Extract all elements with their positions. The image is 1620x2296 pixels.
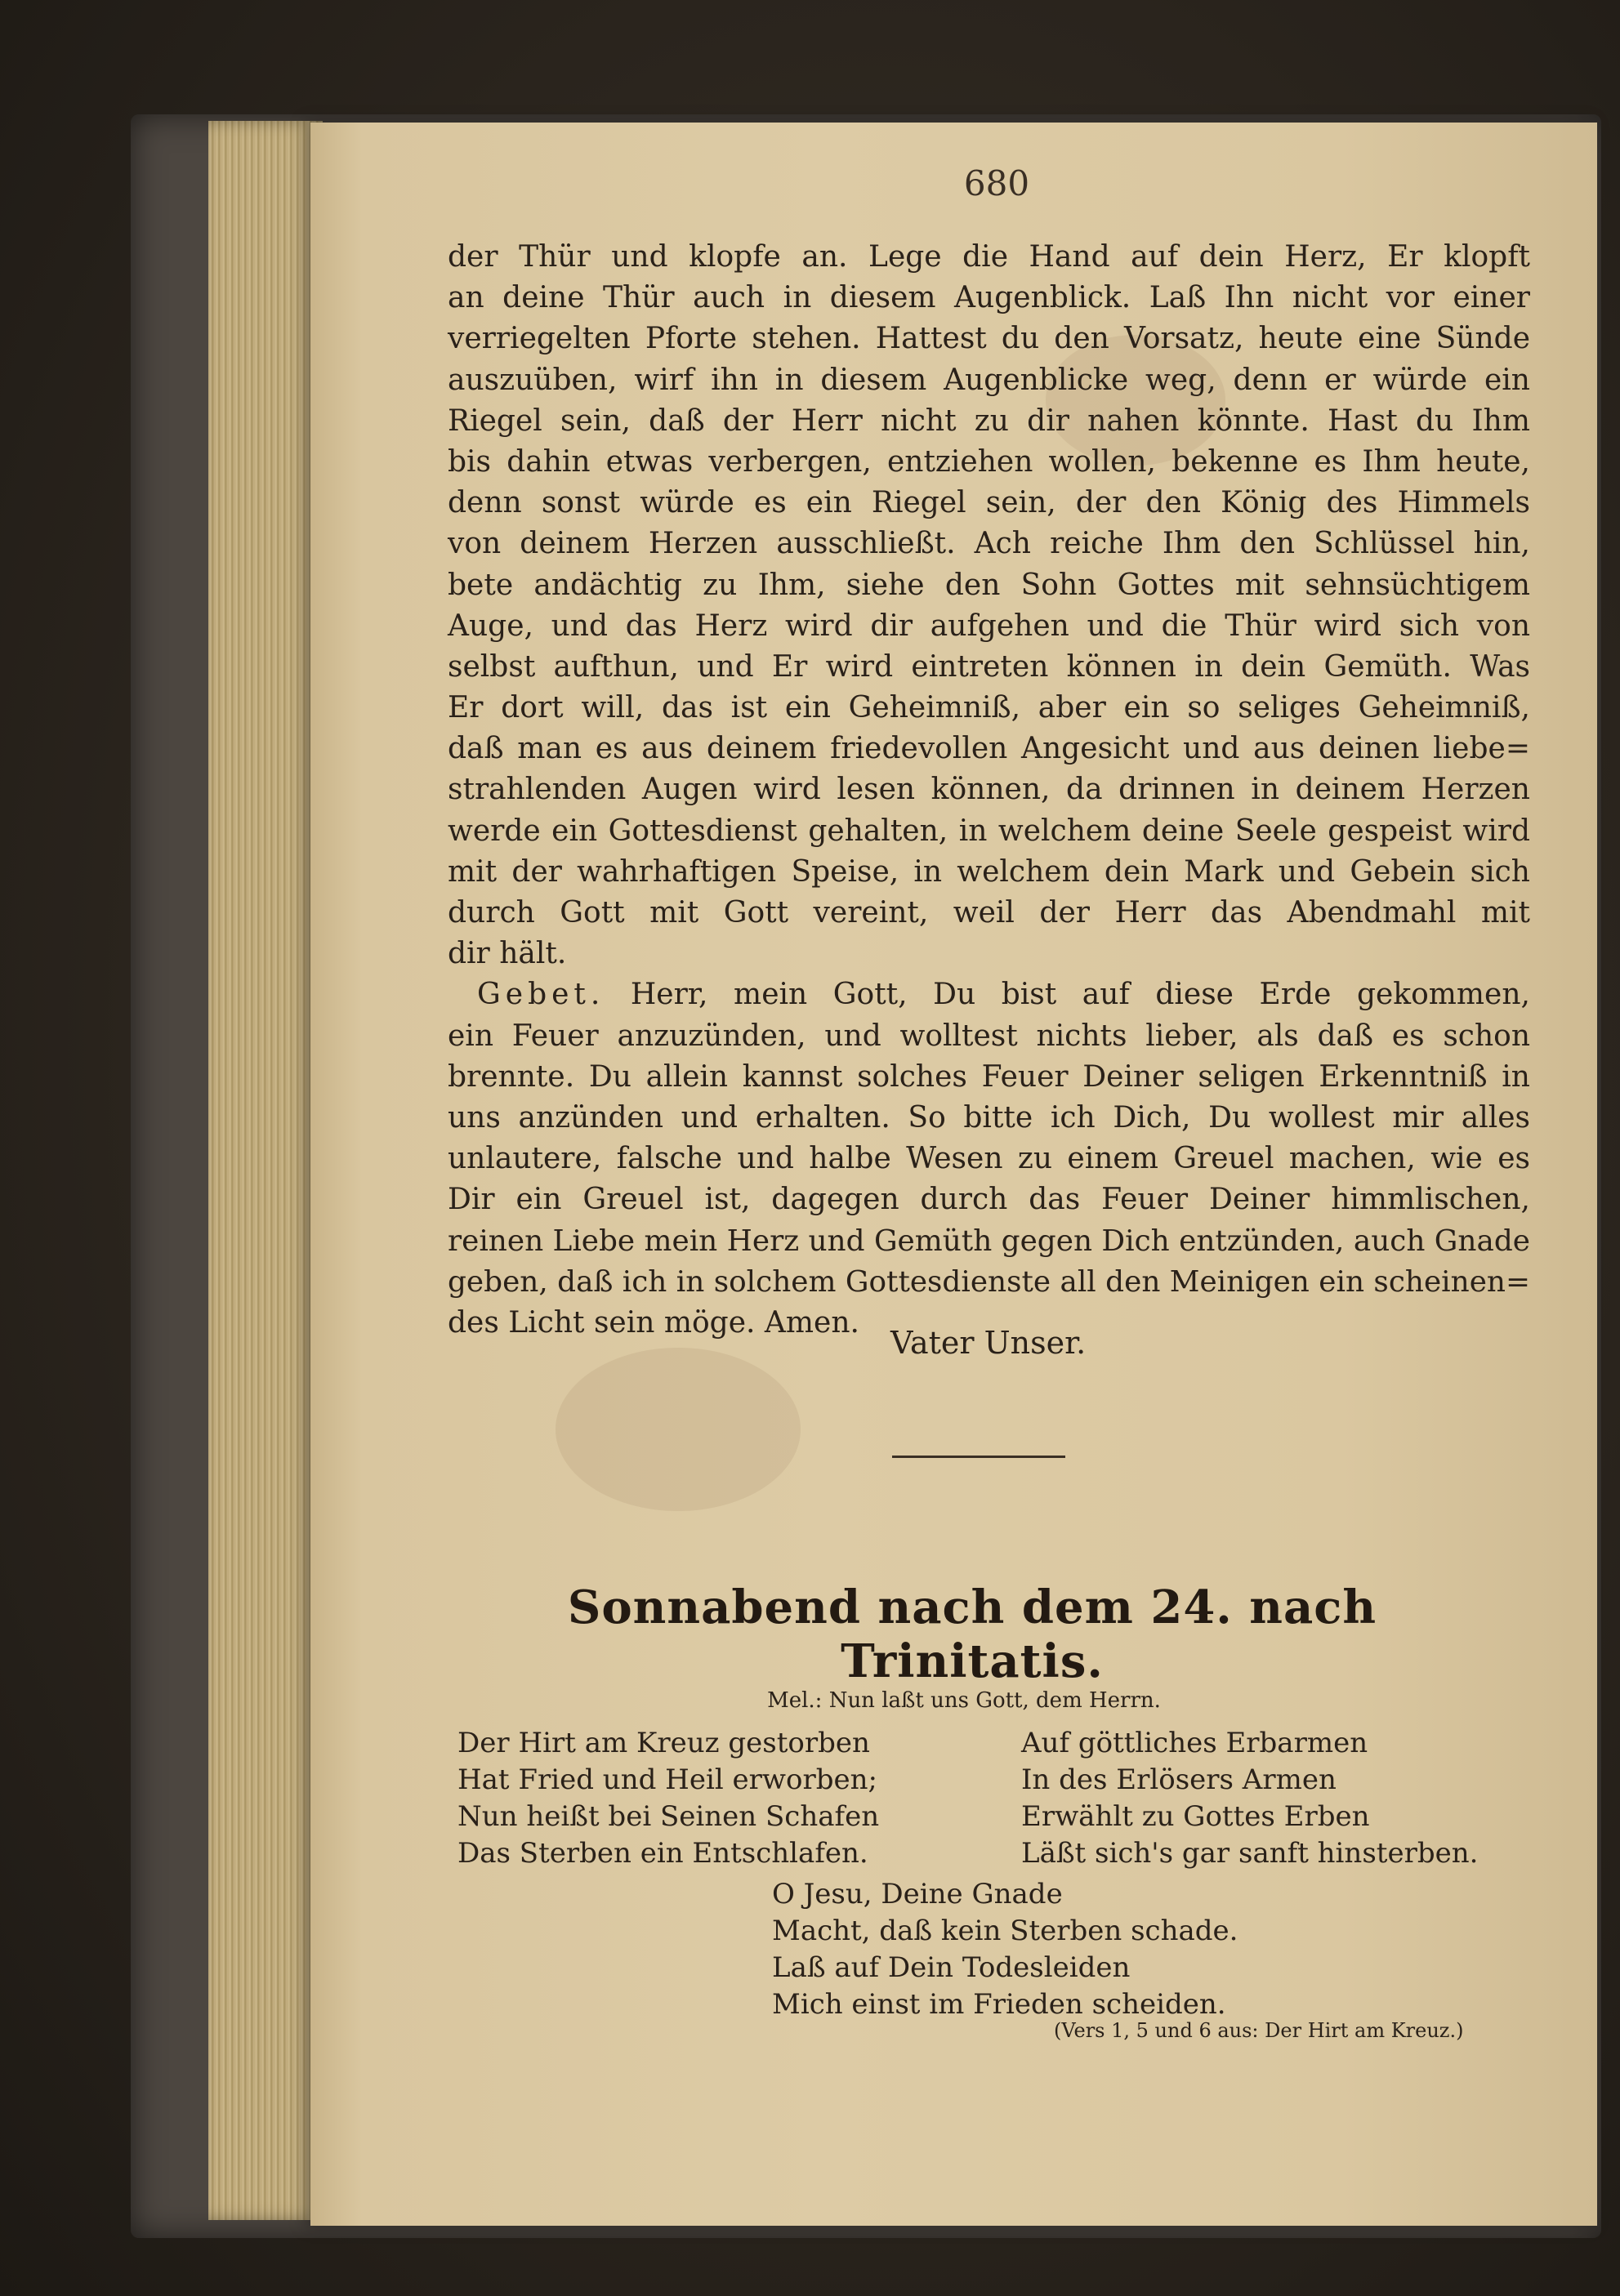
prayer-label: Gebet. bbox=[477, 978, 605, 1012]
paper-stain bbox=[556, 1348, 801, 1511]
text-line: dir hält. bbox=[448, 937, 567, 971]
section-divider bbox=[892, 1456, 1065, 1458]
hymn-line: Erwählt zu Gottes Erben bbox=[1021, 1800, 1370, 1833]
text-line: uns anzünden und erhalten. So bitte ich Dich, Du wollest mir alles bbox=[448, 1100, 1530, 1135]
text-line: durch Gott mit Gott vereint, weil der Herr das Abendmahl mit bbox=[448, 896, 1530, 930]
hymn-verse-right bbox=[1021, 1725, 1478, 1872]
text-line: ein Feuer anzuzünden, und wolltest nichts lieber, als daß es schon bbox=[448, 1019, 1530, 1053]
text-line: auszuüben, wirf ihn in diesem Augenblicke weg, denn er würde ein bbox=[448, 363, 1530, 397]
hymn-line: Mich einst im Frieden scheiden. bbox=[772, 1988, 1226, 2021]
text-line: werde ein Gottesdienst gehalten, in welchem deine Seele gespeist wird bbox=[448, 814, 1530, 848]
hymn-line: Laß auf Dein Todesleiden bbox=[772, 1951, 1131, 1984]
text-line: Riegel sein, daß der Herr nicht zu dir nahen könnte. Hast du Ihm bbox=[448, 403, 1530, 438]
hymn-line: In des Erlösers Armen bbox=[1021, 1763, 1337, 1796]
prayer-text: Herr, mein Gott, Du bist auf diese Erde gekommen, bbox=[630, 978, 1530, 1012]
hymn-line: Nun heißt bei Seinen Schafen bbox=[457, 1800, 880, 1833]
hymn-verse-left bbox=[457, 1725, 879, 1872]
hymn-line: Das Sterben ein Entschlafen. bbox=[457, 1837, 868, 1870]
text-line: denn sonst würde es ein Riegel sein, der den König des Himmels bbox=[448, 486, 1530, 520]
hymn-source: (Vers 1, 5 und 6 aus: Der Hirt am Kreuz.) bbox=[1054, 2019, 1464, 2042]
text-line: mit der wahrhaftigen Speise, in welchem dein Mark und Gebein sich bbox=[448, 854, 1530, 889]
page-edges bbox=[208, 121, 323, 2220]
text-line: unlautere, falsche und halbe Wesen zu einem Greuel machen, wie es bbox=[448, 1142, 1530, 1176]
text-line: daß man es aus deinem friedevollen Angesicht und aus deinen liebe= bbox=[448, 732, 1530, 766]
hymn-line: Macht, daß kein Sterben schade. bbox=[772, 1915, 1238, 1947]
prayer-first-line bbox=[448, 974, 1530, 1015]
text-line: bete andächtig zu Ihm, siehe den Sohn Gottes mit sehnsüchtigem bbox=[448, 568, 1530, 602]
text-line: des Licht sein möge. Amen. bbox=[448, 1305, 859, 1340]
hymn-line: Der Hirt am Kreuz gestorben bbox=[457, 1727, 870, 1759]
text-line: reinen Liebe mein Herz und Gemüth gegen Dich entzünden, auch Gnade bbox=[448, 1224, 1530, 1258]
hymn-verse-center bbox=[772, 1876, 1238, 2023]
melody-line: Mel.: Nun laßt uns Gott, dem Herrn. bbox=[767, 1688, 1161, 1713]
text-line: verriegelten Pforte stehen. Hattest du den Vorsatz, heute eine Sünde bbox=[448, 322, 1530, 356]
text-line: geben, daß ich in solchem Gottesdienste all den Meinigen ein scheinen= bbox=[448, 1264, 1530, 1299]
text-line: strahlenden Augen wird lesen können, da drinnen in deinem Herzen bbox=[448, 773, 1530, 807]
text-line: selbst aufthun, und Er wird eintreten können in dein Gemüth. Was bbox=[448, 649, 1530, 684]
text-line: Er dort will, das ist ein Geheimniß, aber ein so seliges Geheimniß, bbox=[448, 691, 1530, 725]
body-text bbox=[448, 237, 1530, 1344]
page-number: 680 bbox=[963, 163, 1030, 203]
hymn-line: O Jesu, Deine Gnade bbox=[772, 1878, 1063, 1910]
hymn-line: Läßt sich's gar sanft hinsterben. bbox=[1021, 1837, 1479, 1870]
closing-prayer: Vater Unser. bbox=[890, 1325, 1087, 1361]
text-line: an deine Thür auch in diesem Augenblick. Laß Ihn nicht vor einer bbox=[448, 281, 1530, 315]
hymn-line: Auf göttliches Erbarmen bbox=[1021, 1727, 1368, 1759]
text-line: der Thür und klopfe an. Lege die Hand auf dein Herz, Er klopft bbox=[448, 240, 1530, 274]
section-title: Sonnabend nach dem 24. nach Trinitatis. bbox=[567, 1580, 1377, 1688]
text-line: von deinem Herzen ausschließt. Ach reiche Ihm den Schlüssel hin, bbox=[448, 527, 1530, 561]
text-line: Auge, und das Herz wird dir aufgehen und die Thür wird sich von bbox=[448, 609, 1530, 643]
text-line: brennte. Du allein kannst solches Feuer Deiner seligen Erkenntniß in bbox=[448, 1059, 1530, 1094]
text-line: bis dahin etwas verbergen, entziehen wollen, bekenne es Ihm heute, bbox=[448, 444, 1530, 479]
hymn-line: Hat Fried und Heil erworben; bbox=[457, 1763, 877, 1796]
text-line: Dir ein Greuel ist, dagegen durch das Feuer Deiner himmlischen, bbox=[448, 1183, 1530, 1217]
